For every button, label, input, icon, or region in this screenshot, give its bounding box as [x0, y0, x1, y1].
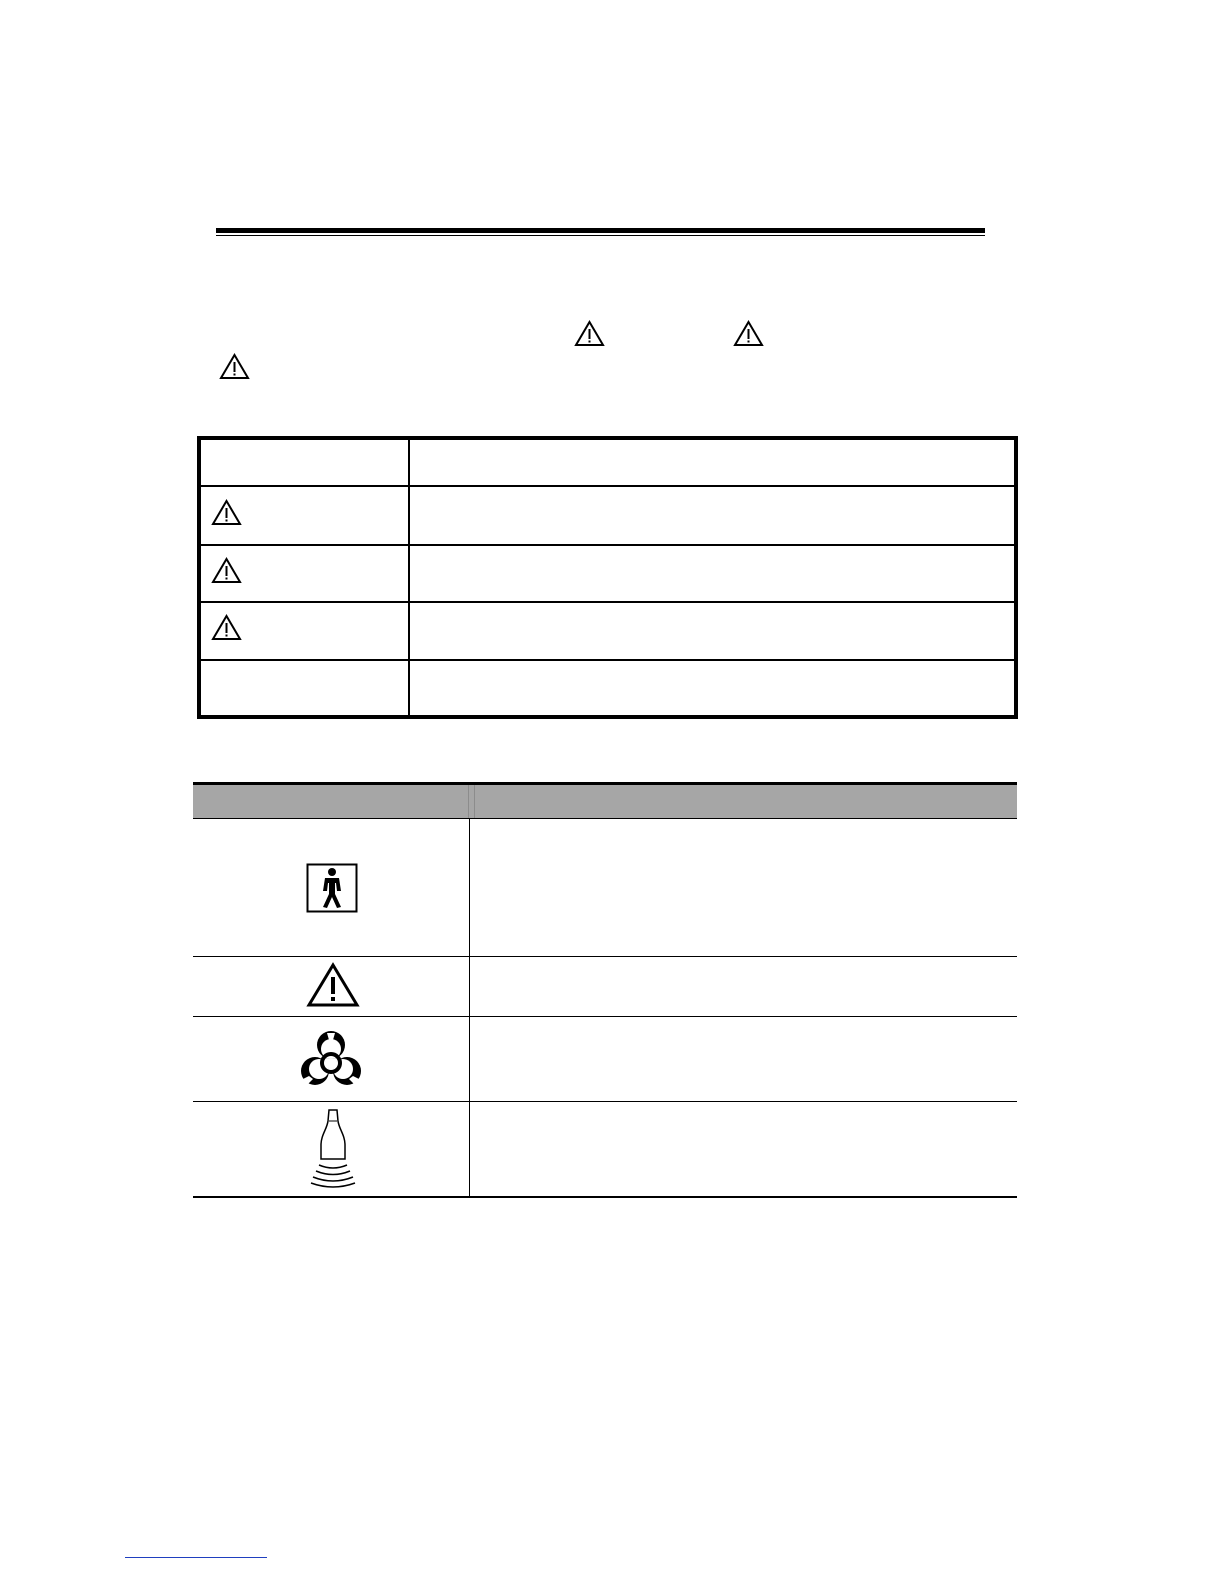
warning-triangle-icon	[733, 320, 764, 347]
symbol-table-header	[193, 785, 1017, 818]
symbol-table-bottom-border	[193, 1196, 1017, 1198]
symbol-table-header-separator	[463, 785, 480, 818]
table-row-divider	[201, 601, 1014, 603]
table-row-divider	[201, 485, 1014, 487]
table-column-divider	[469, 818, 470, 1196]
warning-triangle-icon	[574, 320, 605, 347]
table-row-divider	[193, 956, 1017, 957]
table-row-divider	[193, 818, 1017, 819]
body-type-bf-icon	[306, 863, 358, 918]
footer-link-underline[interactable]	[125, 1557, 267, 1558]
table-row-divider	[193, 1101, 1017, 1102]
biohazard-icon	[297, 1027, 365, 1096]
table-row-divider	[201, 544, 1014, 546]
safety-level-table	[197, 436, 1018, 719]
warning-triangle-icon	[219, 353, 250, 380]
warning-triangle-icon	[306, 962, 360, 1013]
table-row-divider	[193, 1016, 1017, 1017]
title-rule-thick	[216, 228, 985, 233]
ultrasound-probe-icon	[309, 1107, 357, 1196]
table-column-divider	[408, 440, 410, 715]
warning-triangle-icon	[211, 614, 242, 641]
warning-triangle-icon	[211, 499, 242, 526]
warning-triangle-icon	[211, 557, 242, 584]
title-rule-thin	[216, 235, 985, 236]
table-row-divider	[201, 659, 1014, 661]
